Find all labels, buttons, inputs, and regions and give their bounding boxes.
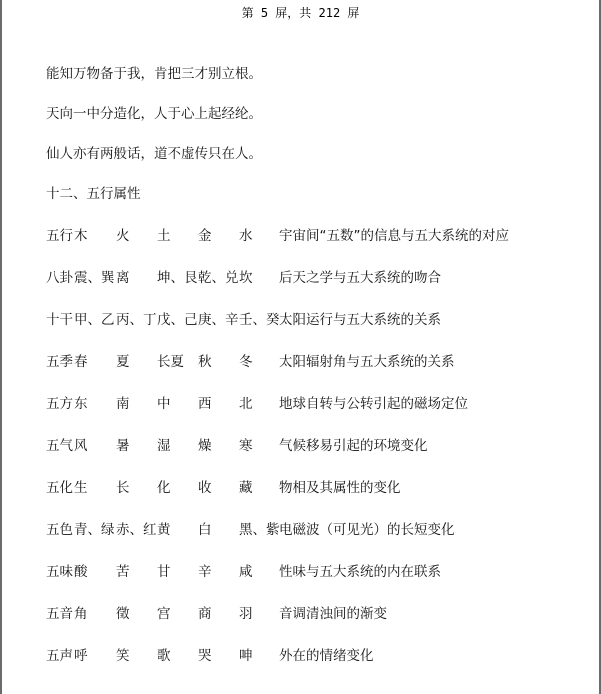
row-heading: 五化 xyxy=(46,480,73,496)
table-cell: 笑 xyxy=(116,648,130,664)
verse-line: 能知万物备于我，肯把三才别立根。 xyxy=(46,66,262,82)
table-cell: 羽 xyxy=(239,606,253,622)
row-description: 外在的情绪变化 xyxy=(279,648,374,664)
table-cell: 长 xyxy=(116,480,130,496)
table-cell: 哭 xyxy=(198,648,212,664)
table-cell: 冬 xyxy=(239,354,253,370)
table-cell: 壬、癸 xyxy=(239,312,280,328)
table-cell: 藏 xyxy=(239,480,253,496)
table-cell: 北 xyxy=(239,396,253,412)
row-description: 地球自转与公转引起的磁场定位 xyxy=(279,396,468,412)
table-row xyxy=(46,646,586,666)
table-cell: 南 xyxy=(116,396,130,412)
table-cell: 水 xyxy=(239,228,253,244)
table-cell: 秋 xyxy=(198,354,212,370)
row-heading: 五气 xyxy=(46,438,73,454)
row-description: 太阳运行与五大系统的关系 xyxy=(279,312,441,328)
table-cell: 化 xyxy=(157,480,171,496)
table-cell: 土 xyxy=(157,228,171,244)
table-cell: 青、绿 xyxy=(74,522,115,538)
table-cell: 湿 xyxy=(157,438,171,454)
table-cell: 春 xyxy=(74,354,88,370)
table-row xyxy=(46,478,586,498)
row-description: 音调清浊间的渐变 xyxy=(279,606,387,622)
row-description: 物相及其属性的变化 xyxy=(279,480,401,496)
table-cell: 白 xyxy=(198,522,212,538)
table-cell: 黑、紫 xyxy=(239,522,280,538)
row-heading: 五方 xyxy=(46,396,73,412)
table-cell: 乾、兑 xyxy=(198,270,239,286)
row-description: 后天之学与五大系统的吻合 xyxy=(279,270,441,286)
table-cell: 酸 xyxy=(74,564,88,580)
row-heading: 五行 xyxy=(46,228,73,244)
verse-line: 仙人亦有两般话，道不虚传只在人。 xyxy=(46,146,262,162)
row-heading: 八卦 xyxy=(46,270,73,286)
table-cell: 宫 xyxy=(157,606,171,622)
table-cell: 辛 xyxy=(198,564,212,580)
table-cell: 呼 xyxy=(74,648,88,664)
table-cell: 寒 xyxy=(239,438,253,454)
table-cell: 中 xyxy=(157,396,171,412)
table-cell: 东 xyxy=(74,396,88,412)
row-description: 气候移易引起的环境变化 xyxy=(279,438,428,454)
row-description: 电磁波（可见光）的长短变化 xyxy=(279,522,455,538)
table-row xyxy=(46,436,586,456)
table-cell: 甲、乙 xyxy=(74,312,115,328)
table-cell: 震、巽 xyxy=(74,270,115,286)
row-description: 性味与五大系统的内在联系 xyxy=(279,564,441,580)
table-cell: 生 xyxy=(74,480,88,496)
table-cell: 呻 xyxy=(239,648,253,664)
window-frame-left xyxy=(0,0,2,694)
table-cell: 赤、红 xyxy=(116,522,157,538)
table-cell: 歌 xyxy=(157,648,171,664)
table-cell: 戊、己 xyxy=(157,312,198,328)
table-cell: 坤、艮 xyxy=(157,270,198,286)
row-heading: 五味 xyxy=(46,564,73,580)
row-heading: 五音 xyxy=(46,606,73,622)
table-row xyxy=(46,268,586,288)
row-heading: 五季 xyxy=(46,354,73,370)
table-cell: 木 xyxy=(74,228,88,244)
table-cell: 甘 xyxy=(157,564,171,580)
table-cell: 夏 xyxy=(116,354,130,370)
row-heading: 十干 xyxy=(46,312,73,328)
attribute-table xyxy=(46,226,586,666)
table-row xyxy=(46,520,586,540)
table-cell: 西 xyxy=(198,396,212,412)
table-cell: 火 xyxy=(116,228,130,244)
document-body xyxy=(46,64,586,688)
table-cell: 坎 xyxy=(239,270,253,286)
table-cell: 长夏 xyxy=(157,354,184,370)
row-heading: 五色 xyxy=(46,522,73,538)
table-cell: 金 xyxy=(198,228,212,244)
table-cell: 丙、丁 xyxy=(116,312,157,328)
row-heading: 五声 xyxy=(46,648,73,664)
table-cell: 徵 xyxy=(116,606,130,622)
table-cell: 黄 xyxy=(157,522,171,538)
table-row xyxy=(46,394,586,414)
table-cell: 收 xyxy=(198,480,212,496)
section-title: 十二、五行属性 xyxy=(46,186,141,202)
verse-line: 天向一中分造化，人于心上起经纶。 xyxy=(46,106,262,122)
table-cell: 庚、辛 xyxy=(198,312,239,328)
table-cell: 苦 xyxy=(116,564,130,580)
table-row xyxy=(46,226,586,246)
table-cell: 离 xyxy=(116,270,130,286)
table-row xyxy=(46,352,586,372)
table-row xyxy=(46,310,586,330)
table-cell: 咸 xyxy=(239,564,253,580)
row-description: 宇宙间“五数”的信息与五大系统的对应 xyxy=(279,228,509,244)
table-cell: 风 xyxy=(74,438,88,454)
table-row xyxy=(46,604,586,624)
page-indicator: 第 5 屏，共 212 屏 xyxy=(241,6,360,20)
table-row xyxy=(46,562,586,582)
table-cell: 商 xyxy=(198,606,212,622)
table-cell: 暑 xyxy=(116,438,130,454)
table-cell: 燥 xyxy=(198,438,212,454)
row-description: 太阳辐射角与五大系统的关系 xyxy=(279,354,455,370)
table-cell: 角 xyxy=(74,606,88,622)
